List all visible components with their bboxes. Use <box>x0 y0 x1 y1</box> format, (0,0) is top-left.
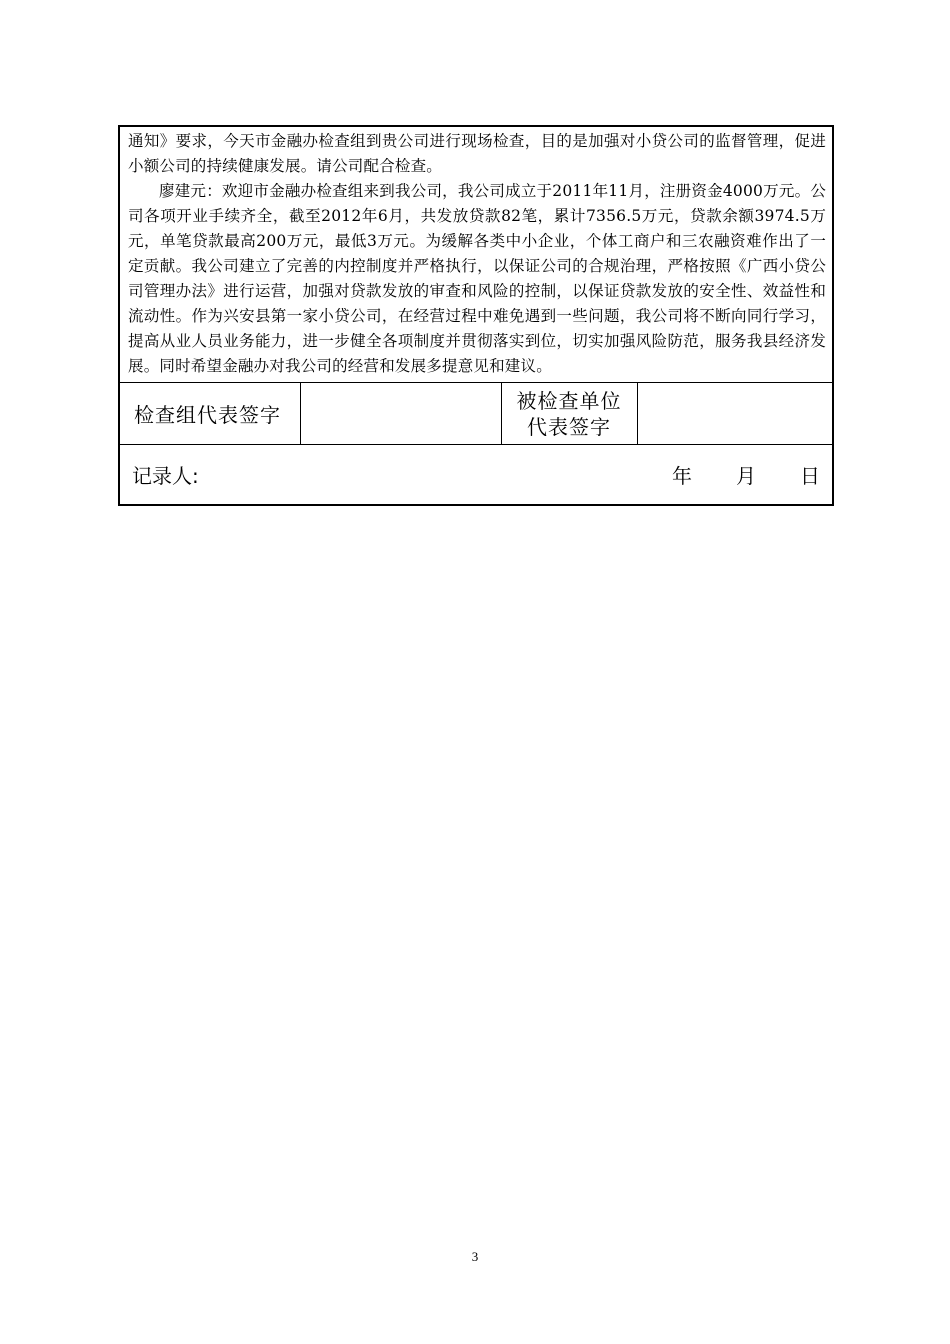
month-label: 月 <box>736 464 757 488</box>
page-number: 3 <box>471 1249 479 1264</box>
inspected-label-line1: 被检查单位 <box>516 388 622 413</box>
day-label: 日 <box>800 464 821 488</box>
inspector-signature-field[interactable] <box>300 383 501 445</box>
recorder-cell <box>119 445 833 506</box>
year-label: 年 <box>672 464 693 488</box>
paragraph-response: 廖建元：欢迎市金融办检查组来到我公司，我公司成立于2011年11月，注册资金4000万元。公司各项开业手续齐全，截至2012年6月，共发放贷款82笔，累计7356.5万元，贷款余额3974.5万元，单笔贷款最高200万元，最低3万元。为缓解各类中小企业，个体工商户和三农融资难作出了一定贡献。我公司建立了完善的内控制度并严格执行，以保证公司的合规治理，严格按照《广西小贷公司管理办法》进行运营，加强对贷款发放的审查和风险的控制，以保证贷款发放的安全性、效益性和流动性。作为兴安县第一家小贷公司，在经营过程中难免遇到一些问题，我公司将不断向同行学习，提高从业人员业务能力，进一步健全各项制度并贯彻落实到位，切实加强风险防范，服务我县经济发展。同时希望金融办对我公司的经营和发展多提意见和建议。 <box>128 182 827 375</box>
signature-row <box>119 383 833 445</box>
content-row <box>119 126 833 383</box>
content-cell <box>119 126 833 383</box>
paragraph-notice: 通知》要求，今天市金融办检查组到贵公司进行现场检查，目的是加强对小贷公司的监督管理，促进小额公司的持续健康发展。请公司配合检查。 <box>128 132 827 175</box>
inspector-signature-label: 检查组代表签字 <box>119 383 300 445</box>
inspected-signature-label <box>501 383 637 445</box>
recorder-row <box>119 445 833 506</box>
recorder-label: 记录人: <box>132 464 199 488</box>
inspected-signature-field[interactable] <box>637 383 833 445</box>
inspected-label-line2: 代表签字 <box>527 414 611 439</box>
inspection-record-table <box>118 125 834 506</box>
date-fields <box>672 460 820 489</box>
